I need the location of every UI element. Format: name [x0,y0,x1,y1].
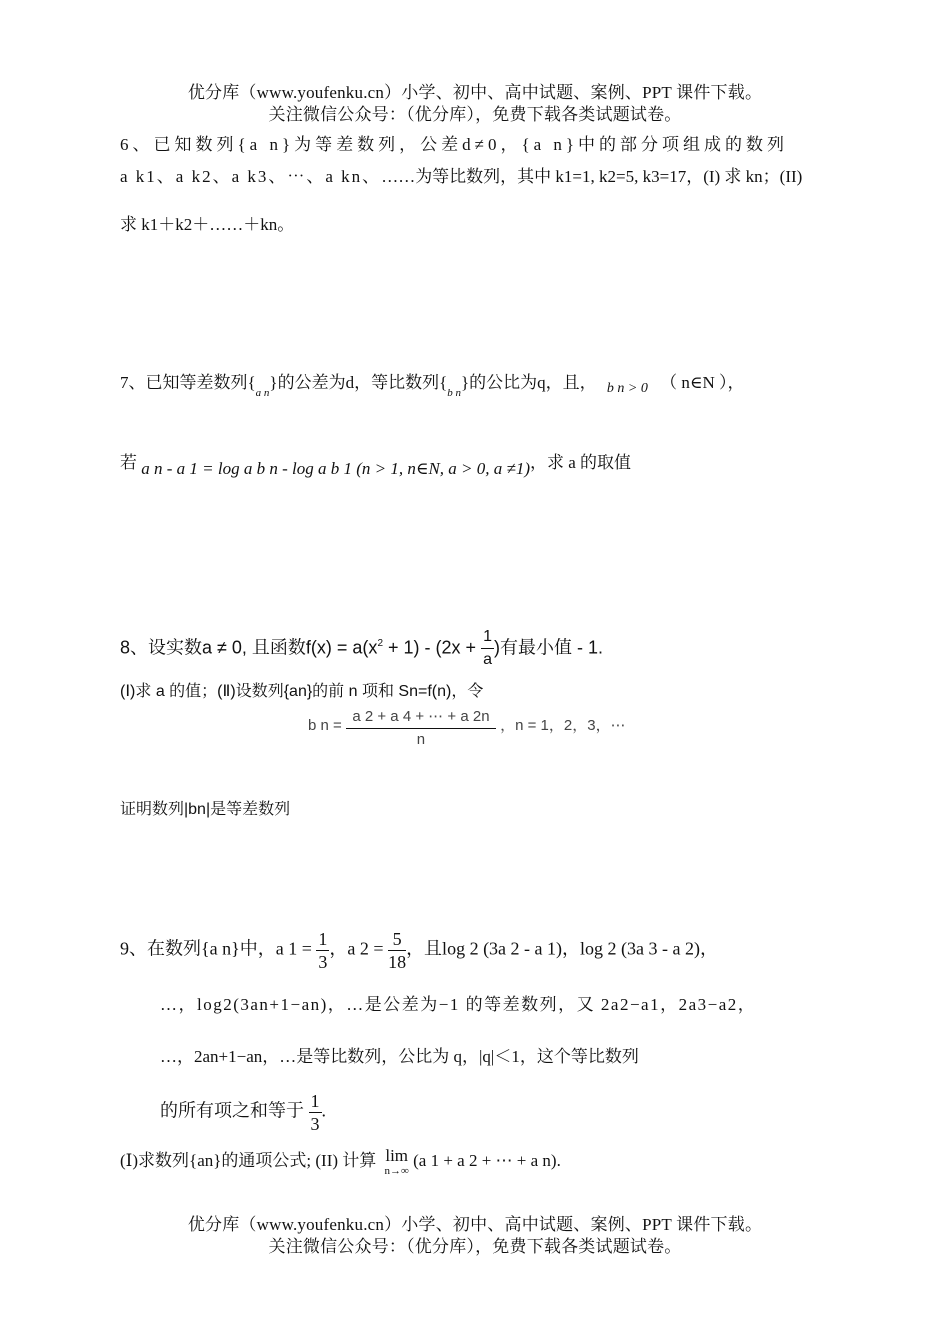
q9-a1-den: 3 [318,952,328,972]
q7-domain: （ n∈N ）， [660,373,745,392]
q8-line1 [120,626,603,671]
q8-func-c: )有最小值 - 1. [493,637,603,658]
q8-bn-label: b n = [308,717,342,735]
q7-line1 [120,368,745,399]
q6-line2 [120,162,802,187]
q8-func-a: 8、设实数a ≠ 0, 且函数f(x) = a(x [120,637,378,658]
q9-log-terms: ，且log 2 (3a 2 - a 1)，log 2 (3a 3 - a 2)， [406,938,718,959]
q9-sum-fraction [309,1090,322,1135]
q8-bn-den: n [416,731,426,748]
q8-line4: 证明数列|bn|是等差数列 [120,801,291,818]
q7-ask: ，求 a 的取值 [530,453,632,472]
q9-line3: …，2an+1−an，…是等比数列，公比为 q，|q|＜1，这个等比数列 [160,1047,639,1066]
q6-terms: a k1、a k2、a k3、⋯、a kn、 [120,167,382,186]
q9-line1 [120,928,718,973]
q8-bn-fraction [346,706,496,751]
q7-text-c: }的公比为q，且， [461,373,597,392]
q7-formula: a n - a 1 = log a b n - log a b 1 (n > 1, n∈N, a > 0, a ≠1) [141,459,531,478]
q9-lim-bottom: n→∞ [384,1165,409,1178]
q6-condition: ……为等比数列，其中 k1=1, k2=5, k3=17，(I) 求 kn；(II) [381,167,803,186]
q7-condition: b n > 0 [606,381,648,396]
q6-line1: 6、已知数列{a n}为等差数列，公差d≠0，{a n}中的部分项组成的数列 [120,135,789,154]
q9-limit-expr: (a 1 + a 2 + ⋯ + a n). [413,1151,561,1170]
q7-an: a n [255,387,270,399]
q7-if: 若 [120,453,137,472]
q9-line2: …，log2(3an+1−an)，…是公差为−1 的等差数列，又 2a2−a1，2a3−a2， [160,995,757,1014]
q9-lim-top: lim [385,1146,409,1166]
q9-sum-period: . [321,1100,326,1121]
q8-func-b: + 1) - (2x + [383,637,477,658]
q6-line3: 求 k1＋k2＋……＋kn。 [120,215,295,234]
q8-fraction [481,626,494,671]
q9-line4 [160,1090,326,1135]
page-header-line1: 优分库（www.youfenku.cn）小学、初中、高中试题、案例、PPT 课件下载。 [187,83,763,102]
q8-bn-num: a 2 + a 4 + ⋯ + a 2n [346,706,496,729]
q7-text-a: 7、已知等差数列{ [120,373,256,392]
q9-a2-label: ，a 2 = [329,938,384,959]
q9-a2-num: 5 [388,928,406,951]
q9-limit [385,1147,409,1177]
q9-sum-num: 1 [310,1091,320,1111]
q8-frac-num: 1 [481,626,494,649]
q9-sum-text: 的所有项之和等于 [160,1100,304,1121]
page-footer-line2: 关注微信公众号：（优分库），免费下载各类试题试卷。 [268,1237,682,1256]
q9-a1-label: 9、在数列{a n}中，a 1 = [120,938,312,959]
q8-line2: (Ⅰ)求 a 的值；(Ⅱ)设数列{an}的前 n 项和 Sn=f(n)，令 [120,683,484,700]
q9-a1-fraction [316,928,329,973]
q9-sum-den: 3 [310,1114,320,1134]
q8-bn-definition [308,706,626,751]
q9-a2-den: 18 [388,952,407,972]
q7-line2 [120,448,632,478]
q9-task: (Ⅰ)求数列{an}的通项公式; (II) 计算 [120,1151,377,1170]
q7-bn: b n [447,387,461,399]
q9-a2-fraction [388,928,406,973]
q8-frac-den: a [483,651,492,668]
page-footer-line1: 优分库（www.youfenku.cn）小学、初中、高中试题、案例、PPT 课件下载。 [187,1215,763,1234]
page-header-line2: 关注微信公众号：（优分库），免费下载各类试题试卷。 [268,105,682,124]
q9-line5 [120,1146,561,1177]
q7-text-b: }的公差为d，等比数列{ [269,373,448,392]
q9-a1-num: 1 [318,929,328,949]
q8-bn-tail: ，n = 1，2，3，⋯ [500,717,626,735]
q8-sup: 2 [377,638,383,650]
